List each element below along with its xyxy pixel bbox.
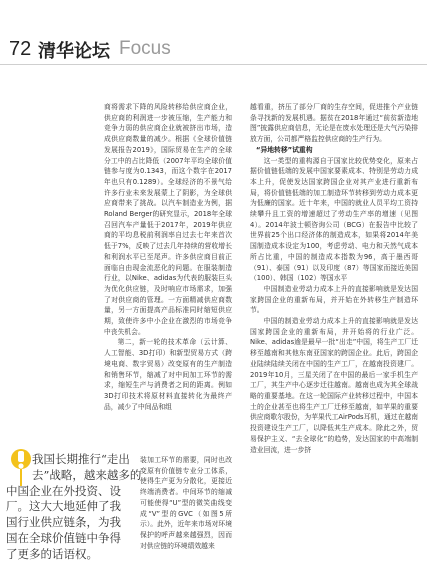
page-number: 72 bbox=[9, 38, 32, 60]
pull-quote-line: 了更多的话语权。 bbox=[6, 546, 98, 561]
right-paragraph-4: 中国的制造业劳动力成本上升的直接影响就是发达国家跨国企业的重新布局，并开始将的行业广泛。Nike、adidas逾是最早一批“出走”中国，将生产工厂迁移至越南和其他东南亚国家的跨国企业。此后，跨国企业陆续陆续关闭在中国的生产工厂，在越南投资建厂。2019年10月，三星关闭了在中国的最后一家手机生产工厂，其生产中心逐步迁往越南。越南也成为其全球战略的重要基地。在这一轮国际产业转移过程中，中国本土的企业甚至也将生产工厂迁移至越南，如苹果的重要供应商歌尔股份，为苹果代工AirPods耳机，通过在越南投资建设生产工厂，以降低其生产成本。除此之外，贸易保护主义、“去全球化”的趋势，发达国家的中高端制造业回流，进一步挤 bbox=[250, 317, 418, 454]
left-narrow-paragraph: 装加工环节的需要，同时也改变原有价值链专业分工体系，使得生产更为分散化，更接近终端消费者。中间环节的缩减可能使得“U”型的微笑曲线变成“V”型的GVC（如图5所示）。此外，近年来市场对环境保护的呼声越来越强烈，因而对供应链的环境绩效越来 bbox=[140, 456, 232, 550]
page-header bbox=[0, 0, 427, 65]
right-paragraph-1: 越看重，挤压了部分厂商的生存空间，促进推个产业链条寻找新的发展机遇。据贫在2018年通过“前贫新造地图”披露供应商信息，无论是在废水处理还是大气污染排放方面，公司都严格监控供应商的生产行为。 bbox=[250, 103, 418, 144]
pull-quote-line: 我国长期推行“走出 bbox=[32, 452, 130, 466]
left-paragraph-2: 第二，新一轮的技术革命（云计算、人工智能、3D打印）和新型贸易方式（跨境电商、数字贸易）改变原有的生产制造和销售环节，缩减了对中间加工环节的需求，缩短生产与消费者之间的距离。例如3D打印技术将原材料直接转化为最终产品，减少了中间品和组 bbox=[104, 338, 232, 411]
right-paragraph-3: 中国制造业劳动力成本上升的直接影响就是发达国家跨国企业的重新布局，并开始在外转移生产制造环节。 bbox=[250, 284, 418, 315]
section-heading: “异地转移”试重构 bbox=[256, 145, 313, 154]
left-column bbox=[104, 102, 232, 454]
pull-quote-line: 去”战略，越来越多的 bbox=[32, 467, 142, 482]
pull-quote-line: 国行业供应链条，为我 bbox=[6, 515, 121, 530]
pull-quote-text bbox=[6, 452, 142, 563]
pull-quote-line: 国在全球价值链中争得 bbox=[6, 530, 121, 545]
left-column-narrow bbox=[140, 455, 232, 551]
right-column bbox=[250, 102, 418, 455]
right-paragraph-2: 这一类型的重构源自于国家比较优势变化，原来占据价值链低端的发展中国家要素成本、特别是劳动力成本上升，促使发达国家跨国企业对其产业进行重新布局，将价值链低端的加工制造环节转移到劳动力成本更为低廉的国家。近十年来，中国的就业人员平均工资持续攀升且工资的增速超过了劳动生产率的增速（见图4）。2014年波士顿咨询公司（BCG）在报告中比较了世界前25个出口经济体的制造成本，如果将2014年美国制造成本设定为100，考虑劳动、电力和天然气成本所占比重，中国的制造成本指数为96，高于墨西哥（91）、泰国（91）以及印度（87）等国家而接近美国（100）、韩国（102）等国水平 bbox=[250, 156, 418, 283]
section-title-english: Focus bbox=[119, 38, 171, 59]
section-title-chinese: 清华论坛 bbox=[38, 41, 110, 62]
pull-quote-line: 厂。这大大地延伸了我 bbox=[6, 499, 121, 514]
pull-quote-line: 中国企业在外投资、设 bbox=[6, 483, 121, 498]
left-paragraph-1: 商将需求下降的风险转移给供应商企业，供应商的利润进一步被压缩，生产能力和竞争力弱的供应商企业就被挤出市场，造成供应商数量的减少。根据《全球价值链发展报告2019》，国际贸易在生产的全球分工中的占比降低（2007年平均全球价值链参与度为0.1343，而这个数字在2017年也只有0.1289）。全球经济的不景气给许多行业未来发展蒙上了阴影，为全球供应商带来了挑战。以汽车制造业为例，据Roland Berger的研究显示，2018年全球召回汽车产量低于2017年，2019年供应商的平均息税前利润率自过去七年来首次低于7%，反映了过去几年持续的营收增长和利润水平已至尾声。许多供应商目前正面临自由现金流恶化的问题。在服装制造行业，以Nike、adidas为代表的服装巨头为优化供应链，及时响应市场需求，加强了对供应商的管理。一方面精减供应商数量，另一方面提高产品标准同时缩短供应期，致使许多中小企业在激烈的市场竞争中丧失机会。 bbox=[104, 103, 232, 336]
